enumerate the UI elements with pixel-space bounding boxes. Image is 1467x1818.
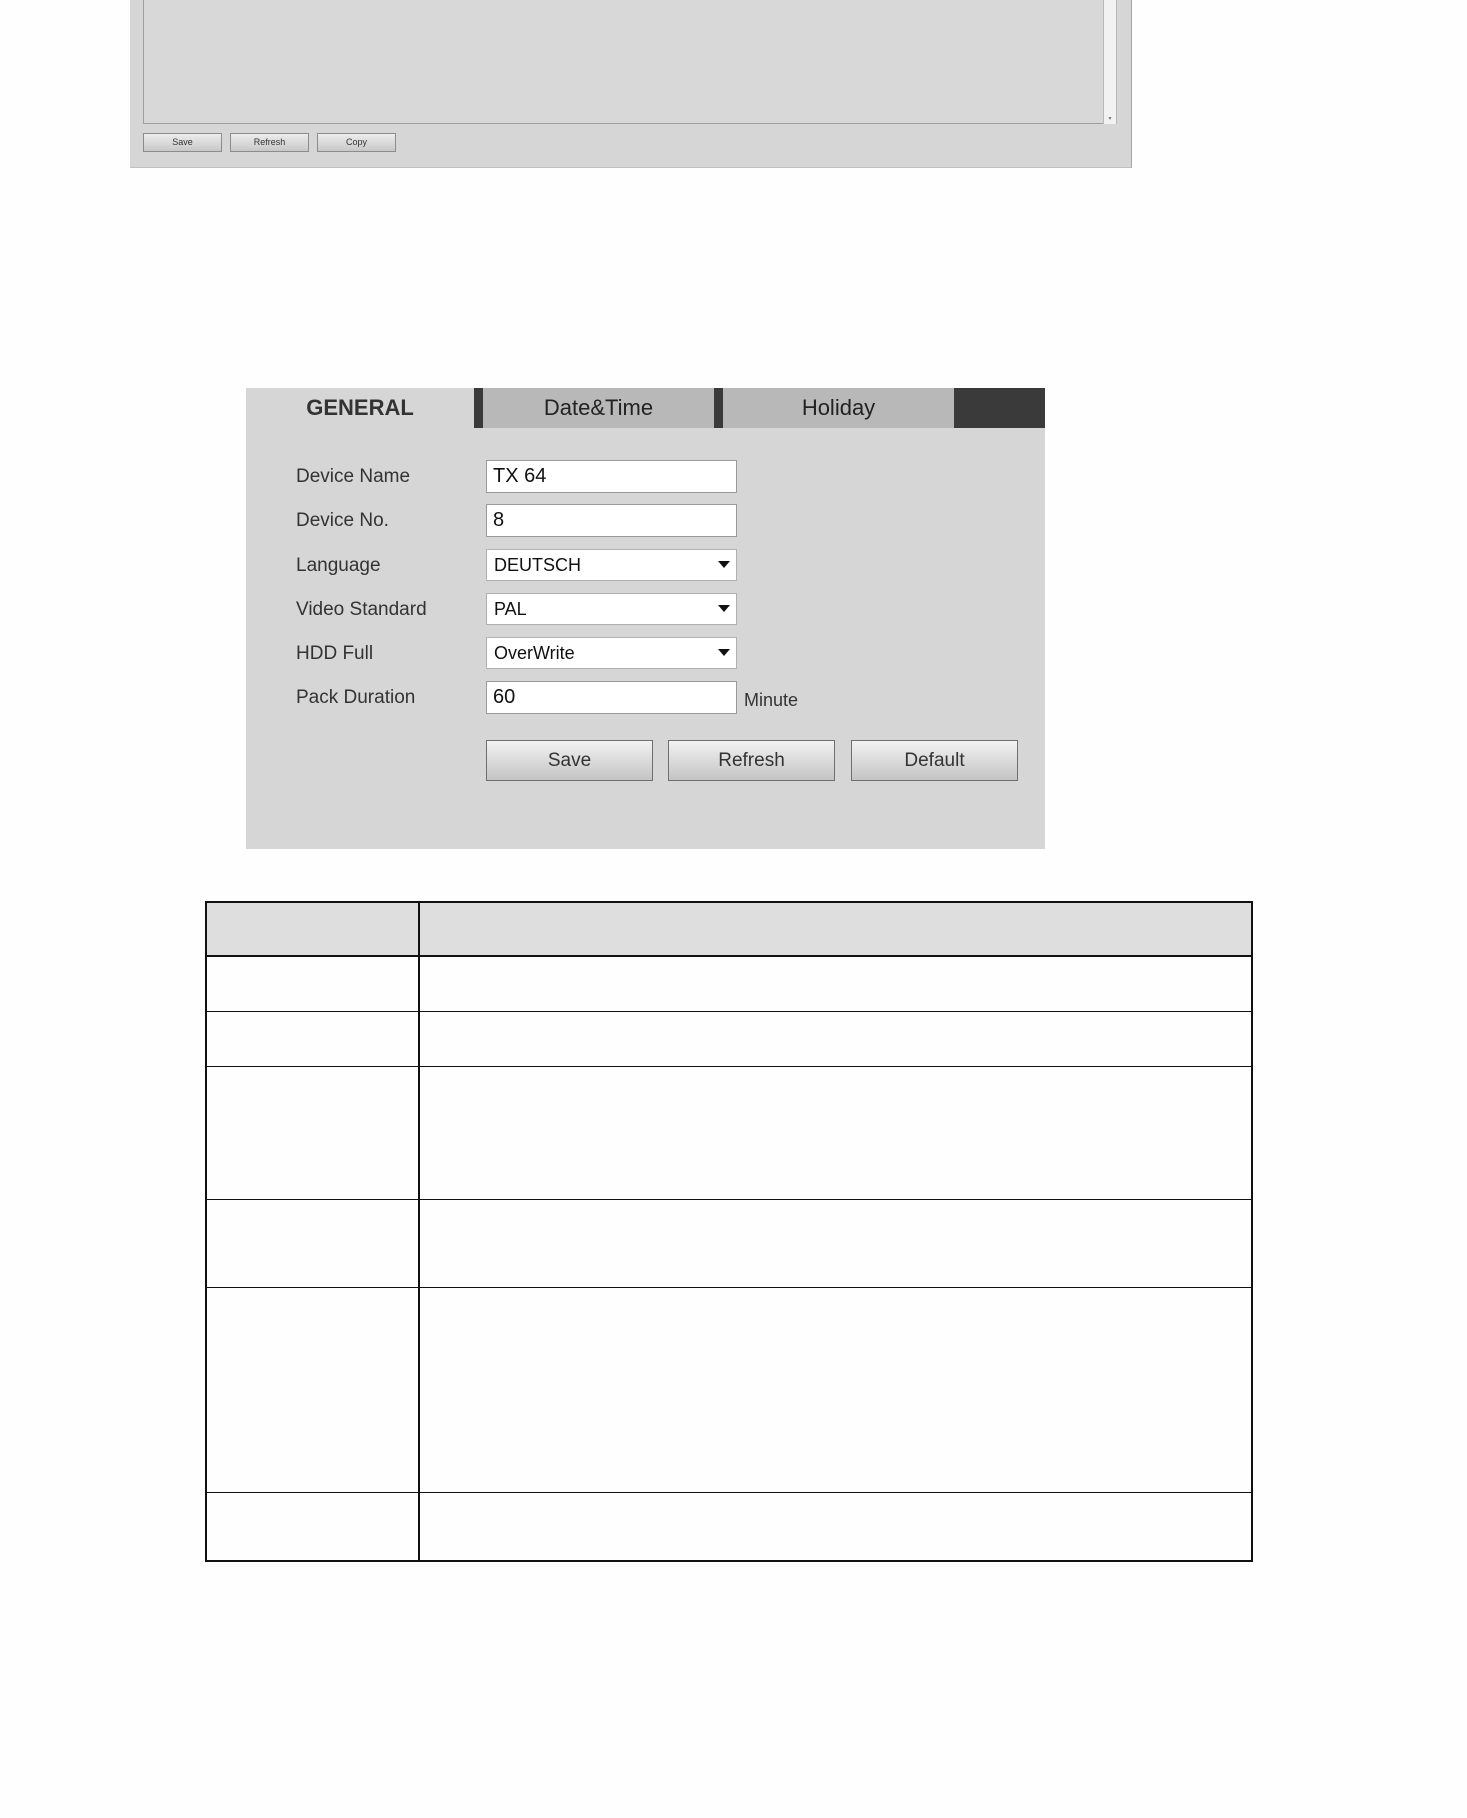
hdd-full-label: HDD Full — [296, 643, 374, 664]
tab-bar — [246, 388, 1045, 428]
refresh-button[interactable]: Refresh — [668, 740, 835, 781]
table-row — [206, 1199, 1252, 1287]
top-save-button[interactable]: Save — [143, 133, 222, 152]
language-label: Language — [296, 555, 381, 576]
table-row — [206, 956, 1252, 1011]
table-header-row — [206, 902, 1252, 956]
default-button[interactable]: Default — [851, 740, 1018, 781]
chevron-down-icon — [718, 605, 730, 612]
language-select[interactable] — [486, 549, 737, 581]
parameter-table — [205, 901, 1253, 1562]
video-standard-label: Video Standard — [296, 599, 427, 620]
tab-date-time[interactable]: Date&Time — [474, 388, 714, 428]
table-row — [206, 1287, 1252, 1492]
pack-duration-unit: Minute — [744, 690, 799, 710]
device-name-label: Device Name — [296, 466, 411, 487]
language-select-value: DEUTSCH — [494, 555, 582, 575]
table-cell — [419, 1066, 1252, 1199]
table-cell — [419, 1492, 1252, 1561]
chevron-down-icon — [718, 649, 730, 656]
table-row — [206, 1492, 1252, 1561]
table-header-cell — [206, 902, 419, 956]
table-row — [206, 1066, 1252, 1199]
table-cell — [419, 1287, 1252, 1492]
table-cell — [206, 1287, 419, 1492]
top-refresh-button[interactable]: Refresh — [230, 133, 309, 152]
chevron-down-icon — [718, 561, 730, 568]
table-cell — [206, 1492, 419, 1561]
device-no-label: Device No. — [296, 510, 389, 531]
table-cell — [206, 956, 419, 1011]
tab-bar-filler — [954, 388, 1045, 428]
hdd-full-select[interactable] — [486, 637, 737, 669]
top-copy-button[interactable]: Copy — [317, 133, 396, 152]
pack-duration-label: Pack Duration — [296, 687, 416, 708]
table-cell — [206, 1011, 419, 1066]
general-settings-panel — [246, 388, 1045, 849]
tab-general[interactable]: GENERAL — [246, 388, 474, 428]
top-content-area — [143, 0, 1112, 124]
device-no-input[interactable] — [486, 504, 737, 537]
table-cell — [206, 1199, 419, 1287]
table-cell — [419, 1199, 1252, 1287]
hdd-full-select-value: OverWrite — [494, 643, 575, 663]
video-standard-select[interactable] — [486, 593, 737, 625]
video-standard-select-value: PAL — [494, 599, 527, 619]
tab-holiday[interactable]: Holiday — [714, 388, 954, 428]
top-config-panel — [130, 0, 1132, 168]
pack-duration-input[interactable] — [486, 681, 737, 714]
table-row — [206, 1011, 1252, 1066]
table-cell — [419, 956, 1252, 1011]
table-cell — [419, 1011, 1252, 1066]
scroll-down-arrow-icon[interactable]: ▾ — [1108, 116, 1112, 122]
table-cell — [206, 1066, 419, 1199]
device-name-input[interactable] — [486, 460, 737, 493]
vertical-scrollbar[interactable] — [1103, 0, 1117, 124]
table-header-cell — [419, 902, 1252, 956]
save-button[interactable]: Save — [486, 740, 653, 781]
